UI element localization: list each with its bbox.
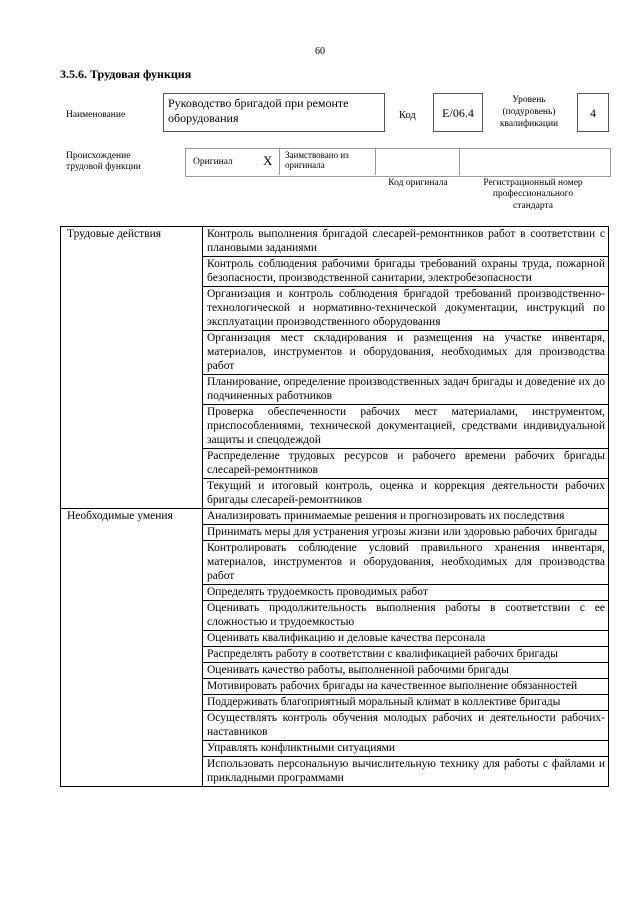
list-item: Анализировать принимаемые решения и прогнозировать их последствия xyxy=(203,509,609,525)
section-title: 3.5.6. Трудовая функция xyxy=(60,67,192,81)
list-item: Управлять конфликтными ситуациями xyxy=(203,741,609,757)
list-item: Проверка обеспеченности рабочих мест материалами, инструментом, приспособлениями, технической документацией, средствами индивидуальной защиты и спецодеждой xyxy=(203,405,609,449)
labor-function-table xyxy=(60,226,609,787)
list-item: Контроль соблюдения рабочими бригады требований охраны труда, пожарной безопасности, производственной санитарии, электробезопасности xyxy=(203,257,609,287)
name-label: Наименование xyxy=(66,110,126,120)
list-item: Оценивать квалификацию и деловые качества персонала xyxy=(203,631,609,647)
table-row xyxy=(61,509,609,525)
origin-row xyxy=(185,148,611,177)
list-item: Оценивать качество работы, выполненной рабочими бригады xyxy=(203,663,609,679)
list-item: Текущий и итоговый контроль, оценка и коррекция деятельности рабочих бригады слесарей-ремонтников xyxy=(203,479,609,509)
list-item: Организация и контроль соблюдения бригадой требований производственно-технологической и нормативно-технической документации, инструкций по эксплуатации производственного оборудования xyxy=(203,287,609,331)
function-name-box xyxy=(163,93,385,132)
table-row xyxy=(61,227,609,257)
divider xyxy=(375,148,376,175)
level-box xyxy=(577,93,609,132)
original-mark: X xyxy=(263,153,273,168)
list-item: Поддерживать благоприятный моральный климат в коллективе бригады xyxy=(203,695,609,711)
list-item: Мотивировать рабочих бригады на качественное выполнение обязанностей xyxy=(203,679,609,695)
divider xyxy=(279,148,280,175)
original-label: Оригинал xyxy=(193,157,233,167)
list-item: Распределение трудовых ресурсов и рабочего времени рабочих бригады слесарей-ремонтников xyxy=(203,449,609,479)
code-box xyxy=(433,93,483,132)
code-value: E/06.4 xyxy=(442,106,474,120)
borrowed-label: Заимствовано из оригинала xyxy=(285,150,349,171)
list-item: Контроль выполнения бригадой слесарей-ремонтников работ в соответствии с плановыми заданиями xyxy=(203,227,609,257)
code-label: Код xyxy=(399,110,416,121)
list-item: Распределять работу в соответствии с квалификацией рабочих бригады xyxy=(203,647,609,663)
list-item: Принимать меры для устранения угрозы жизни или здоровью рабочих бригады xyxy=(203,525,609,541)
page-number: 60 xyxy=(315,46,325,57)
section-heading: Трудовые действия xyxy=(61,227,203,509)
function-name: Руководство бригадой при ремонте оборудования xyxy=(168,96,349,125)
list-item: Контролировать соблюдение условий правильного хранения инвентаря, материалов, инструментов и оборудования, необходимых для производства работ xyxy=(203,541,609,585)
original-code-label: Код оригинала xyxy=(388,178,448,188)
section-heading: Необходимые умения xyxy=(61,509,203,787)
list-item: Использовать персональную вычислительную технику для работы с файлами и прикладными программами xyxy=(203,757,609,787)
list-item: Планирование, определение производственных задач бригады и доведение их до подчиненных работников xyxy=(203,375,609,405)
list-item: Осуществлять контроль обучения молодых рабочих и деятельности рабочих-наставников xyxy=(203,711,609,741)
list-item: Оценивать продолжительность выполнения работы в соответствии с ее сложностью и трудоемкостью xyxy=(203,601,609,631)
list-item: Определять трудоемкость проводимых работ xyxy=(203,585,609,601)
level-value: 4 xyxy=(590,106,596,120)
reg-number-label: Регистрационный номер профессионального стандарта xyxy=(483,178,583,211)
list-item: Организация мест складирования и размещения на участке инвентаря, материалов, инструментов и оборудования, необходимых для производства работ xyxy=(203,331,609,375)
origin-label: Происхождение трудовой функции xyxy=(66,151,141,172)
level-label: Уровень (подуровень) квалификации xyxy=(499,95,559,129)
divider xyxy=(459,148,460,175)
